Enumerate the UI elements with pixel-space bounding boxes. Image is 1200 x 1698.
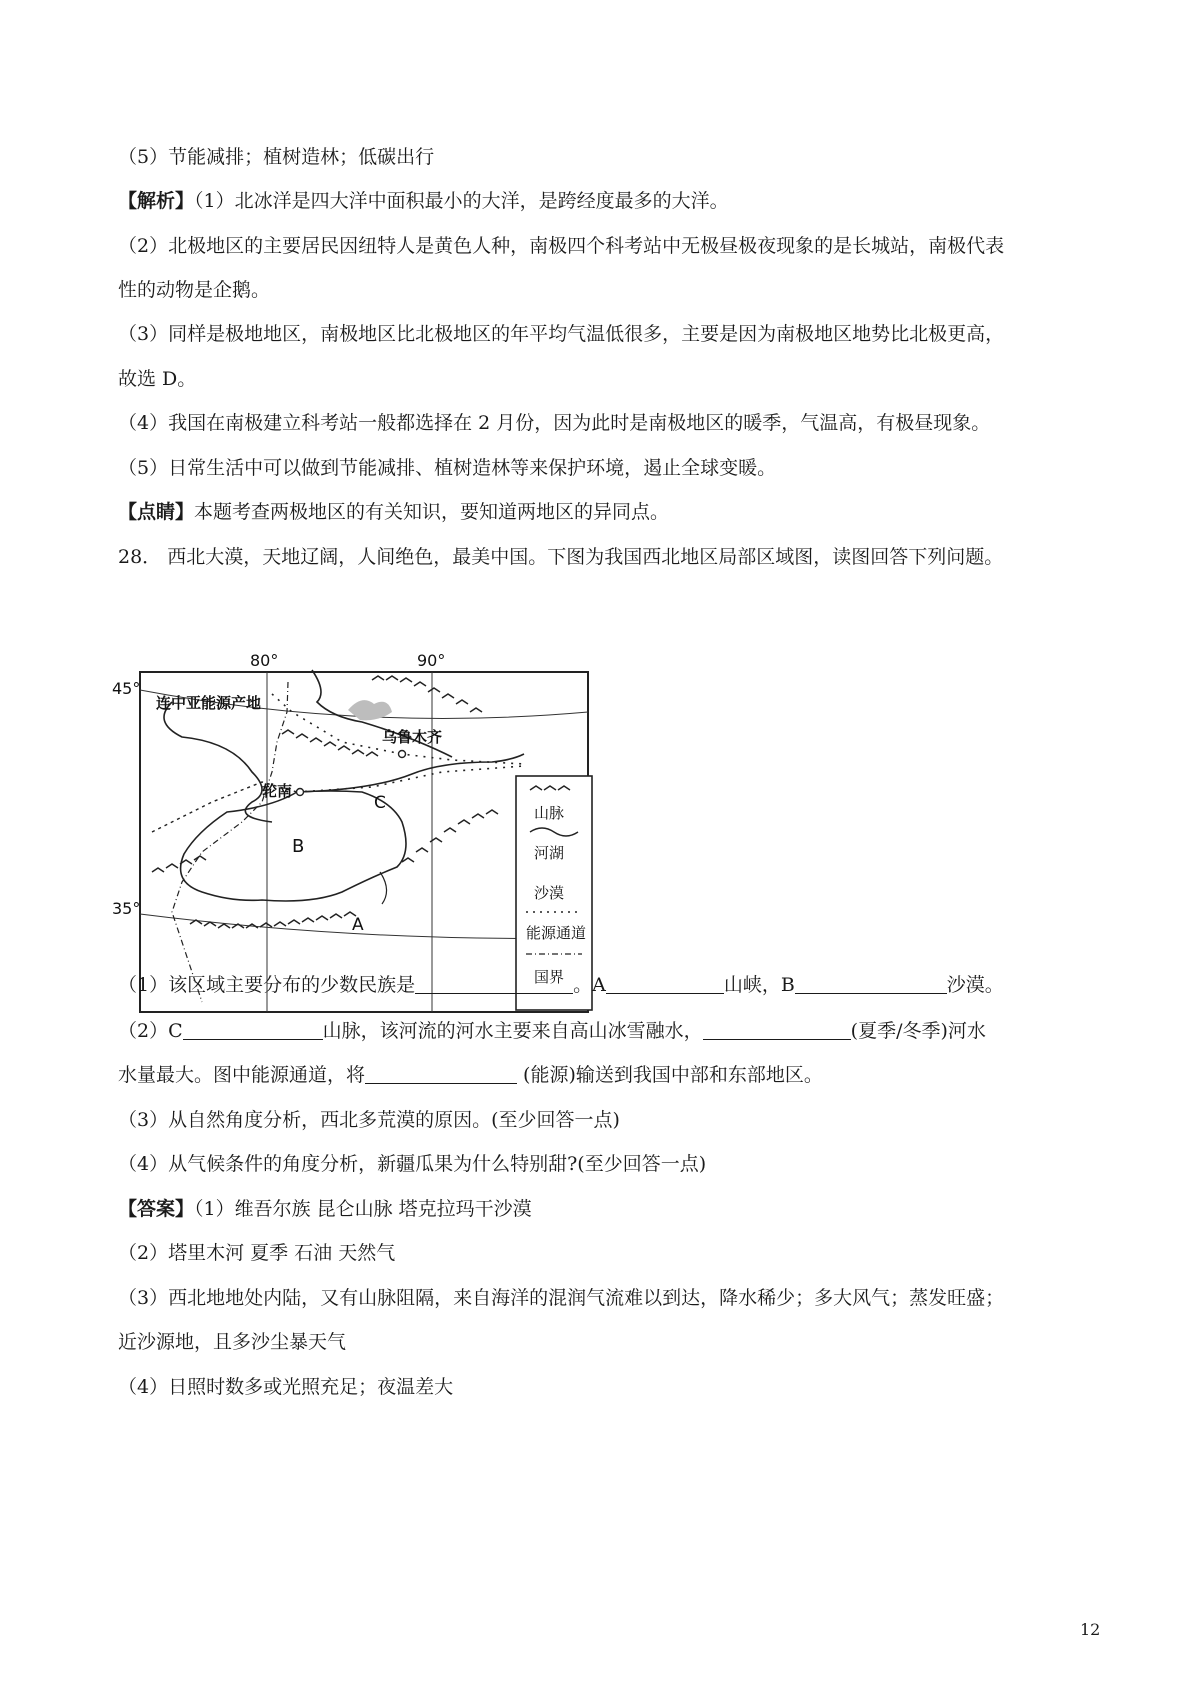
comment-tag: 【点睛】 <box>118 501 195 523</box>
label-a: A <box>352 915 364 935</box>
q1-blank-1[interactable] <box>415 973 573 994</box>
lon-90-label: 90° <box>417 651 446 670</box>
urumqi-marker <box>399 751 406 758</box>
q1-text-d: 沙漠。 <box>946 974 1004 996</box>
analysis-line-2: （2）北极地区的主要居民因纽特人是黄色人种，南极四个科考站中无极昼极夜现象的是长城站，南极代表 <box>118 235 1005 257</box>
label-c: C <box>374 793 386 813</box>
analysis-line-4: （4）我国在南极建立科考站一般都选择在 2 月份，因为此时是南极地区的暖季，气温高，有极昼现象。 <box>118 412 991 434</box>
answer-line-3b: 近沙源地，且多沙尘暴天气 <box>118 1331 347 1353</box>
lunnan-marker <box>297 789 304 796</box>
answer-line-2: （2）塔里木河 夏季 石油 天然气 <box>118 1242 396 1264</box>
analysis-text-1: （1）北冰洋是四大洋中面积最小的大洋，是跨经度最多的大洋。 <box>194 190 729 212</box>
answer-tag: 【答案】 <box>118 1198 195 1220</box>
label-energy-source: 连中亚能源产地 <box>156 694 262 712</box>
energy-corridor-south <box>297 766 524 792</box>
legend-mountain: 山脉 <box>534 804 565 822</box>
q1-text-c: 山峡，B <box>723 974 795 996</box>
legend-energy-corridor: 能源通道 <box>526 924 587 942</box>
analysis-line-2b: 性的动物是企鹅。 <box>118 279 271 301</box>
q1-text-b: 。A <box>573 974 606 996</box>
q2-blank-2[interactable] <box>703 1019 851 1040</box>
lat-45-label: 45° <box>112 679 141 698</box>
lake-outline-west <box>164 702 272 822</box>
answer-line-5: （5）节能减排；植树造林；低碳出行 <box>118 146 435 168</box>
q1-blank-3[interactable] <box>795 973 947 994</box>
q2-text-c: (夏季/冬季)河水 <box>850 1020 986 1042</box>
answer-line-4: （4）日照时数多或光照充足；夜温差大 <box>118 1376 454 1398</box>
label-urumqi: 乌鲁木齐 <box>382 728 443 746</box>
question-3: （3）从自然角度分析，西北多荒漠的原因。(至少回答一点) <box>118 1109 620 1131</box>
q1-blank-2[interactable] <box>606 973 724 994</box>
comment-line <box>118 499 669 525</box>
legend-border: 国界 <box>534 968 565 986</box>
question-1 <box>118 972 1004 998</box>
q2-text-a: （2）C <box>118 1020 183 1042</box>
analysis-line-5: （5）日常生活中可以做到节能减排、植树造林等来保护环境，遏止全球变暖。 <box>118 457 777 479</box>
analysis-line-3: （3）同样是极地地区，南极地区比北极地区的年平均气温低很多，主要是因为南极地区地势比北极更高， <box>118 323 1005 345</box>
q2-text-d: 水量最大。图中能源通道，将 <box>118 1064 366 1086</box>
national-border <box>172 682 288 1002</box>
analysis-line-1 <box>118 188 729 214</box>
analysis-line-3b: 故选 D。 <box>118 368 197 390</box>
q2-blank-3[interactable] <box>365 1063 517 1084</box>
answer-line-3: （3）西北地地处内陆，又有山脉阻隔，来自海洋的混润气流难以到达，降水稀少；多大风气；蒸发旺盛； <box>118 1287 1005 1309</box>
analysis-tag: 【解析】 <box>118 190 195 212</box>
q2-blank-1[interactable] <box>183 1019 323 1040</box>
question-28-stem: 28． 西北大漠，天地辽阔，人间绝色，最美中国。下图为我国西北地区局部区域图，读图回答下列问题。 <box>118 546 1004 568</box>
label-b: B <box>292 836 305 857</box>
legend-desert: 沙漠 <box>534 884 565 902</box>
question-4: （4）从气候条件的角度分析，新疆瓜果为什么特别甜?(至少回答一点) <box>118 1153 707 1175</box>
lat-35-label: 35° <box>112 899 141 918</box>
q2-text-e: (能源)输送到我国中部和东部地区。 <box>517 1064 823 1086</box>
label-lunnan: 轮南 <box>262 782 293 800</box>
river-branch <box>380 872 387 904</box>
lon-80-label: 80° <box>250 651 279 670</box>
river-tarim <box>297 754 524 792</box>
q1-text-a: （1）该区域主要分布的少数民族是 <box>118 974 416 996</box>
comment-text: 本题考查两极地区的有关知识，要知道两地区的异同点。 <box>194 501 670 523</box>
question-2 <box>118 1018 986 1044</box>
answer-text-1: （1）维吾尔族 昆仑山脉 塔克拉玛干沙漠 <box>194 1198 532 1220</box>
answer-line-1 <box>118 1196 532 1222</box>
page-number: 12 <box>1080 1620 1101 1639</box>
q2-text-b: 山脉，该河流的河水主要来自高山冰雪融水， <box>322 1020 703 1042</box>
legend-river-lake: 河湖 <box>534 844 565 862</box>
question-2-continued <box>118 1062 823 1088</box>
